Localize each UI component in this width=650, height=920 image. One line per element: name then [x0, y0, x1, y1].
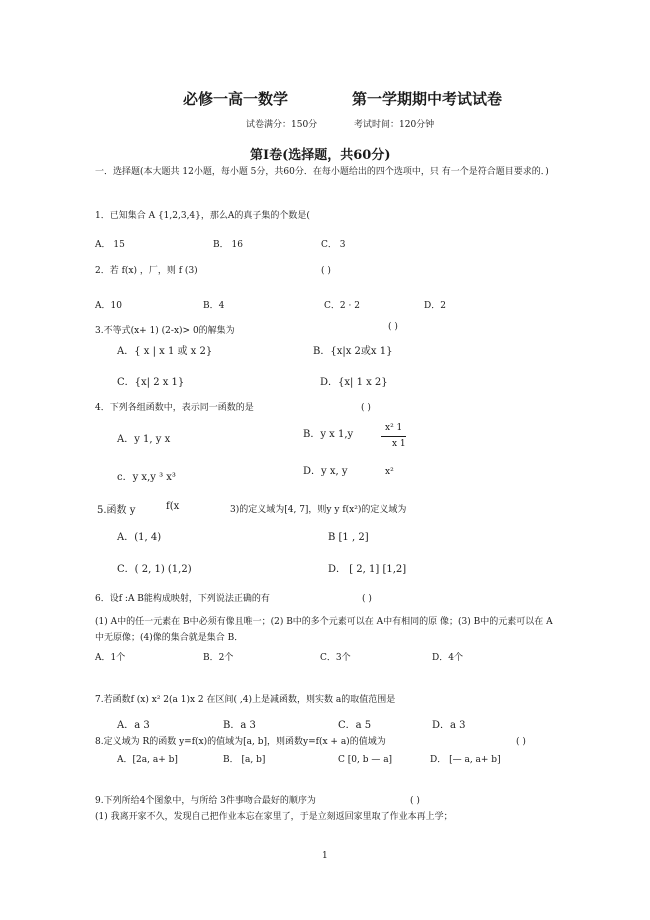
question-5-option-d: D． [ 2, 1] [1,2]	[328, 564, 407, 575]
question-1-option-a: A． 15	[95, 240, 125, 250]
question-8-option-d: D． [— a, a+ b]	[430, 755, 501, 765]
question-3-option-c: C．{x| 2 x 1}	[117, 377, 185, 388]
question-3-answer-paren: ( )	[388, 322, 398, 332]
question-9-answer-paren: ( )	[410, 796, 420, 806]
question-4-option-b-fraction-denominator: x 1	[392, 439, 406, 449]
question-8-option-a: A．[2a, a+ b]	[117, 755, 178, 765]
question-4-stem: 4．下列各组函数中，表示同一函数的是	[95, 403, 254, 413]
question-6-option-a: A．1个	[95, 653, 126, 663]
question-2-option-d: D．2	[424, 301, 446, 311]
question-6-option-d: D．4个	[432, 653, 463, 663]
question-6-option-c: C．3个	[320, 653, 351, 663]
question-7-option-d: D．a 3	[432, 720, 466, 731]
question-8-option-b: B． [a, b]	[223, 755, 266, 765]
question-9-stem: 9.下列所给4个图象中，与所给 3件事吻合最好的顺序为	[95, 796, 316, 806]
question-5-option-a: A．(1, 4)	[117, 532, 162, 543]
question-3-stem: 3.不等式(x+ 1) (2-x)> 0的解集为	[95, 326, 235, 336]
question-6-stem: 6．设f :A B能构成映射，下列说法正确的有	[95, 594, 270, 604]
question-2-stem: 2．若 f(x) ，厂，则 f (3)	[95, 266, 198, 276]
question-5-option-c: C．( 2, 1) (1,2)	[117, 564, 192, 575]
question-2-option-b: B．4	[203, 301, 225, 311]
question-4-option-d: D．y x, y	[303, 466, 348, 477]
question-5-option-b: B [1 , 2]	[328, 532, 369, 543]
question-6-option-b: B．2个	[203, 653, 234, 663]
question-4-option-a: A．y 1, y x	[117, 434, 171, 445]
section-title: 第Ⅰ卷(选择题，共60分)	[250, 148, 391, 163]
exam-time: 考试时间：120分钟	[354, 120, 435, 130]
question-5-stem-fx: f(x	[166, 501, 180, 512]
question-4-option-b: B．y x 1,y	[303, 429, 354, 440]
question-6-answer-paren: ( )	[362, 594, 372, 604]
question-2-option-c: C．2 · 2	[324, 301, 360, 311]
question-4-option-c: c．y x,y ³ x³	[117, 472, 176, 483]
question-7-option-b: B．a 3	[223, 720, 256, 731]
question-3-option-d: D．{x| 1 x 2}	[320, 377, 388, 388]
question-9-statement-1: (1) 我离开家不久，发现自己把作业本忘在家里了，于是立刻返回家里取了作业本再上学；	[95, 812, 453, 822]
question-2-answer-paren: ( )	[321, 266, 331, 276]
question-4-option-d-root: x²	[385, 467, 394, 477]
question-7-stem: 7.若函数f (x) x² 2(a 1)x 2 在区间( ,4)上是减函数，则实数 a的取值范围是	[95, 695, 396, 705]
question-8-option-c: C [0, b — a]	[338, 755, 393, 765]
question-5-stem-start: 5.函数 y	[97, 505, 136, 516]
question-1-option-c: C． 3	[321, 240, 346, 250]
question-3-option-a: A．{ x | x 1 或 x 2}	[117, 346, 213, 357]
question-6-statements: (1) A中的任一元素在 B中必须有像且唯一；(2) B中的多个元素可以在 A中有相同的原 像；(3) B中的元素可以在 A中无原像；(4)像的集合就是集合 B．	[95, 617, 553, 643]
question-2-option-a: A．10	[95, 301, 122, 311]
question-5-stem-end: 3)的定义域为[4, 7]，则y y f(x²)的定义域为	[230, 505, 407, 515]
question-8-stem: 8.定义域为 R的函数 y=f(x)的值域为[a, b]，则函数y=f(x + a)的值域为	[95, 737, 386, 747]
section-intro: 一．选择题(本大题共 12小题，每小题 5分，共60分．在每小题给出的四个选项中，只 有一个是符合题目要求的．)	[95, 167, 549, 177]
question-3-option-b: B．{x|x 2或x 1}	[313, 346, 393, 357]
exam-subject-title: 必修一高一数学	[183, 90, 289, 108]
question-4-answer-paren: ( )	[361, 403, 371, 413]
question-7-option-a: A．a 3	[117, 720, 150, 731]
question-1-option-b: B． 16	[213, 240, 243, 250]
exam-term-title: 第一学期期中考试试卷	[352, 90, 503, 108]
exam-full-score: 试卷满分：150分	[246, 120, 318, 130]
question-8-answer-paren: ( )	[516, 737, 526, 747]
page-number: 1	[322, 851, 328, 861]
question-7-option-c: C．a 5	[338, 720, 372, 731]
question-4-option-b-fraction-numerator: x² 1	[381, 420, 406, 437]
question-1-stem: 1．已知集合 A {1,2,3,4}，那么A的真子集的个数是(	[95, 211, 310, 221]
